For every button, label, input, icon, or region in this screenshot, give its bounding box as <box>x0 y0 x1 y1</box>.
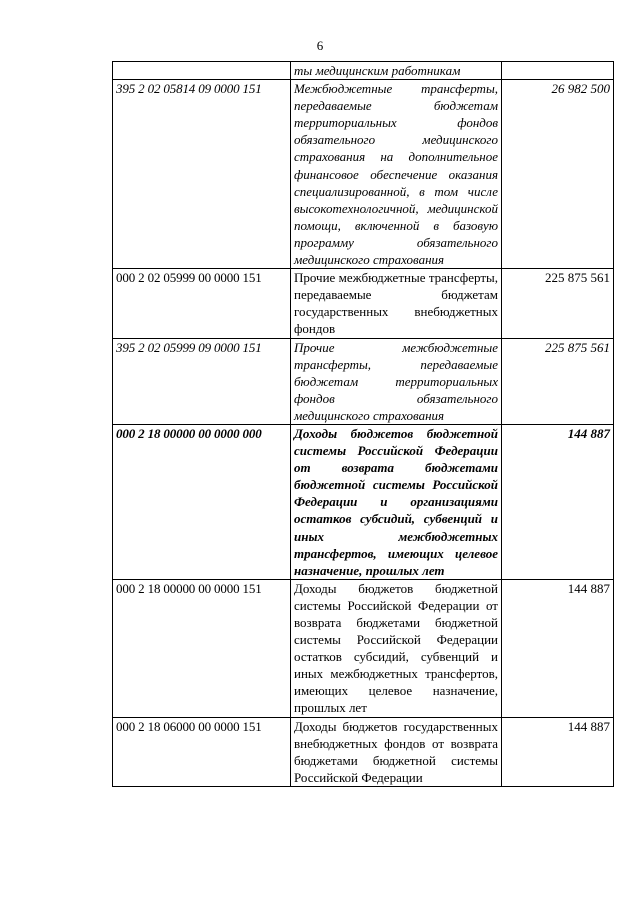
amount-cell: 144 887 <box>502 717 614 786</box>
amount-cell: 144 887 <box>502 579 614 717</box>
budget-code-cell: 395 2 02 05999 09 0000 151 <box>113 338 291 424</box>
page-number: 6 <box>316 38 324 53</box>
table-row <box>113 579 614 717</box>
amount-cell: 225 875 561 <box>502 338 614 424</box>
table-row <box>113 424 614 579</box>
table-row <box>113 717 614 786</box>
table-row <box>113 62 614 80</box>
table-row <box>113 338 614 424</box>
amount-cell: 26 982 500 <box>502 80 614 269</box>
budget-code-cell: 000 2 02 05999 00 0000 151 <box>113 269 291 338</box>
budget-code-cell: 000 2 18 00000 00 0000 000 <box>113 424 291 579</box>
amount-cell <box>502 62 614 80</box>
budget-code-cell <box>113 62 291 80</box>
revenue-name-cell: Доходы бюджетов бюджетной системы Российской Федерации от возврата бюджетами бюджетной системы Российской Федерации остатков субсидий, субвенций и иных межбюджетных трансфертов, имеющих целевое назначение, прошлых лет <box>291 579 502 717</box>
revenue-name-cell: Межбюджетные трансферты, передаваемые бюджетам территориальных фондов обязательного медицинского страхования на дополнительное финансовое обеспечение оказания специализированной, в том числе высокотехнологичной, медицинской помощи, включенной в базовую программу обязательного медицинского страхования <box>291 80 502 269</box>
amount-cell: 144 887 <box>502 424 614 579</box>
table-row <box>113 269 614 338</box>
table-row <box>113 80 614 269</box>
revenue-name-cell: Прочие межбюджетные трансферты, передаваемые бюджетам государственных внебюджетных фондов <box>291 269 502 338</box>
revenue-name-cell: ты медицинским работникам <box>291 62 502 80</box>
amount-cell: 225 875 561 <box>502 269 614 338</box>
budget-revenue-table <box>112 61 614 787</box>
revenue-name-cell: Доходы бюджетов бюджетной системы Российской Федерации от возврата бюджетами бюджетной системы Российской Федерации и организациями остатков субсидий, субвенций и иных межбюджетных трансфертов, имеющих целевое назначение, прошлых лет <box>291 424 502 579</box>
budget-code-cell: 000 2 18 00000 00 0000 151 <box>113 579 291 717</box>
revenue-name-cell: Прочие межбюджетные трансферты, передаваемые бюджетам территориальных фондов обязательного медицинского страхования <box>291 338 502 424</box>
revenue-name-cell: Доходы бюджетов государственных внебюджетных фондов от возврата бюджетами бюджетной системы Российской Федерации <box>291 717 502 786</box>
budget-code-cell: 000 2 18 06000 00 0000 151 <box>113 717 291 786</box>
budget-code-cell: 395 2 02 05814 09 0000 151 <box>113 80 291 269</box>
